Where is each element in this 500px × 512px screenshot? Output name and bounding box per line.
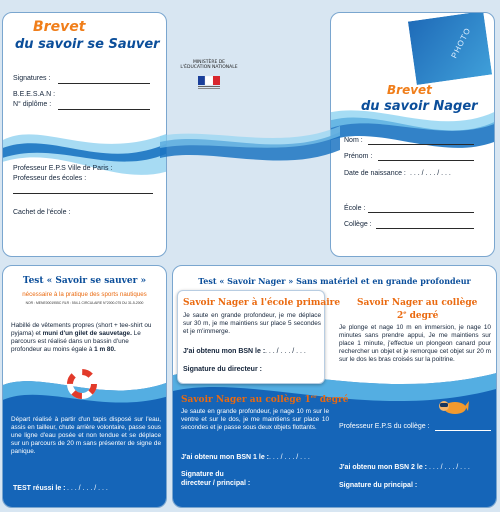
college-1-signature-line2: directeur / principal : bbox=[181, 480, 251, 487]
card-title-savoir-nager: du savoir Nager bbox=[361, 99, 478, 114]
firstname-line[interactable] bbox=[378, 160, 474, 161]
college-2-title-degree: degré bbox=[406, 311, 439, 321]
college-1-bsn-label: J'ai obtenu mon BSN 1 le : bbox=[181, 454, 270, 461]
college-2-title-num: 2 bbox=[397, 311, 404, 321]
college-1-text: Je saute en grande profondeur, je nage 10 m sur le ventre et sur le dos, je me maintiens sur place 10 secondes et je passe sous deux objets flottants. bbox=[181, 408, 329, 431]
card-title-brevet: Brevet bbox=[33, 19, 86, 35]
college-1st-degree-title bbox=[181, 394, 349, 405]
primary-school-title: Savoir Nager à l'école primaire bbox=[183, 298, 341, 308]
marianne-logo-icon bbox=[198, 76, 220, 90]
college-2-professor-label: Professeur E.P.S du collège : bbox=[339, 423, 430, 430]
primary-school-text: Je saute en grande profondeur, je me déplace sur 30 m, je me maintiens sur place 5 secondes et je m'immerge. bbox=[183, 312, 321, 335]
card-title-brevet-right: Brevet bbox=[387, 83, 432, 97]
brevet-savoir-se-sauver-card bbox=[2, 12, 167, 257]
signatures-line[interactable] bbox=[58, 83, 150, 84]
clothing-requirement-text bbox=[11, 322, 161, 354]
college-1-signature-line1: Signature du bbox=[181, 471, 224, 478]
college-label: Collège : bbox=[344, 221, 372, 228]
ministry-logo bbox=[174, 60, 244, 95]
college-1-title-text: Savoir Nager au collège 1 bbox=[181, 395, 311, 405]
college-2nd-degree-title-line2 bbox=[397, 310, 438, 321]
card-title-savoir-se-sauver: du savoir se Sauver bbox=[15, 37, 160, 52]
photo-placeholder[interactable] bbox=[407, 12, 493, 86]
college-1-title-degree: degré bbox=[316, 395, 349, 405]
diploma-number-line[interactable] bbox=[58, 109, 150, 110]
lifebuoy-icon bbox=[67, 369, 97, 399]
professor-schools-label: Professeur des écoles : bbox=[13, 175, 87, 182]
primary-bsn-label: J'ai obtenu mon BSN le : bbox=[183, 348, 266, 355]
firstname-label: Prénom : bbox=[344, 153, 373, 160]
name-line[interactable] bbox=[368, 144, 474, 145]
ministry-name-line1: MINISTÈRE DE bbox=[192, 60, 226, 65]
test-savoir-nager-card bbox=[172, 265, 497, 508]
name-label: Nom : bbox=[344, 137, 363, 144]
birthdate-placeholder[interactable]: . . . / . . . / . . . bbox=[410, 170, 451, 177]
diploma-number-label: N° diplôme : bbox=[13, 101, 52, 108]
college-2-text: Je plonge et nage 10 m en immersion, je nage 10 minutes sans prendre appui, Je me maintiens sur place 1 minute, j'effectue un plongeon canard pour rechercher un objet et je remorque cet objet sur 20 m sur le dos les bras croisés sur la poitrine. bbox=[339, 324, 491, 363]
signatures-label: Signatures : bbox=[13, 75, 51, 82]
clothing-text-part1: Habillé de vêtements propres (short + tee-shirt ou pyjama) et bbox=[11, 322, 152, 337]
test-passed-label: TEST réussi le : bbox=[13, 485, 66, 492]
college-1-bsn-date[interactable]: . . . / . . . / . . . bbox=[269, 454, 310, 461]
clothing-text-depth: 1 m 80. bbox=[94, 346, 116, 353]
test-passed-date[interactable]: . . . / . . . / . . . bbox=[67, 485, 108, 492]
clothing-text-lifejacket: muni d'un gilet de sauvetage. bbox=[42, 330, 132, 337]
college-line[interactable] bbox=[376, 228, 474, 229]
college-2-principal-signature-label: Signature du principal : bbox=[339, 482, 418, 489]
birthdate-label: Date de naissance : bbox=[344, 170, 406, 177]
photo-label: PHOTO bbox=[449, 26, 473, 60]
test-savoir-se-sauver-title: Test « Savoir se sauver » bbox=[22, 276, 147, 286]
primary-director-signature-label: Signature du directeur : bbox=[183, 366, 262, 373]
clothing-text-part2: Le parcours est réalisé dans un bassin d'une profondeur au moins égale à bbox=[11, 330, 141, 353]
primary-bsn-date[interactable]: . . . / . . . / . . . bbox=[265, 348, 306, 355]
school-line[interactable] bbox=[368, 212, 474, 213]
professor-eps-label: Professeur E.P.S Ville de Paris : bbox=[13, 165, 113, 172]
beesan-label: B.E.E.S.A.N : bbox=[13, 91, 56, 98]
college-2-bsn-label: J'ai obtenu mon BSN 2 le : bbox=[339, 464, 428, 471]
test-savoir-se-sauver-card bbox=[2, 265, 167, 508]
nautical-sports-subtitle: nécessaire à la pratique des sports nautiques bbox=[22, 291, 147, 298]
college-2nd-degree-title-line1: Savoir Nager au collège bbox=[357, 298, 478, 308]
professor-schools-line[interactable] bbox=[13, 193, 153, 194]
college-2-title-sup: e bbox=[403, 310, 407, 316]
course-description-text: Départ réalisé à partir d'un tapis disposé sur l'eau, assis en tailleur, chute arrière volontaire, passe sous une ligne d'eau posée et non tendue et se déplace sur un parcours de 20 m sans présenter de signe de panique. bbox=[11, 416, 161, 455]
college-2-professor-line[interactable] bbox=[435, 430, 491, 431]
circular-reference: NOR : MENE0001955C RLR : 554-1 CIRCULAIRE N°2000-075 DU 31-5-2000 bbox=[25, 301, 144, 305]
school-label: École : bbox=[344, 205, 366, 212]
ministry-name-line2: L'ÉDUCATION NATIONALE bbox=[180, 65, 238, 70]
college-2-bsn-date[interactable]: . . . / . . . / . . . bbox=[429, 464, 470, 471]
test-savoir-nager-title: Test « Savoir Nager » Sans matériel et en grande profondeur bbox=[198, 276, 471, 286]
diver-icon bbox=[435, 396, 469, 418]
center-wave-decoration bbox=[160, 120, 340, 180]
college-1-title-sup: er bbox=[310, 394, 317, 400]
school-stamp-label: Cachet de l'école : bbox=[13, 209, 71, 216]
